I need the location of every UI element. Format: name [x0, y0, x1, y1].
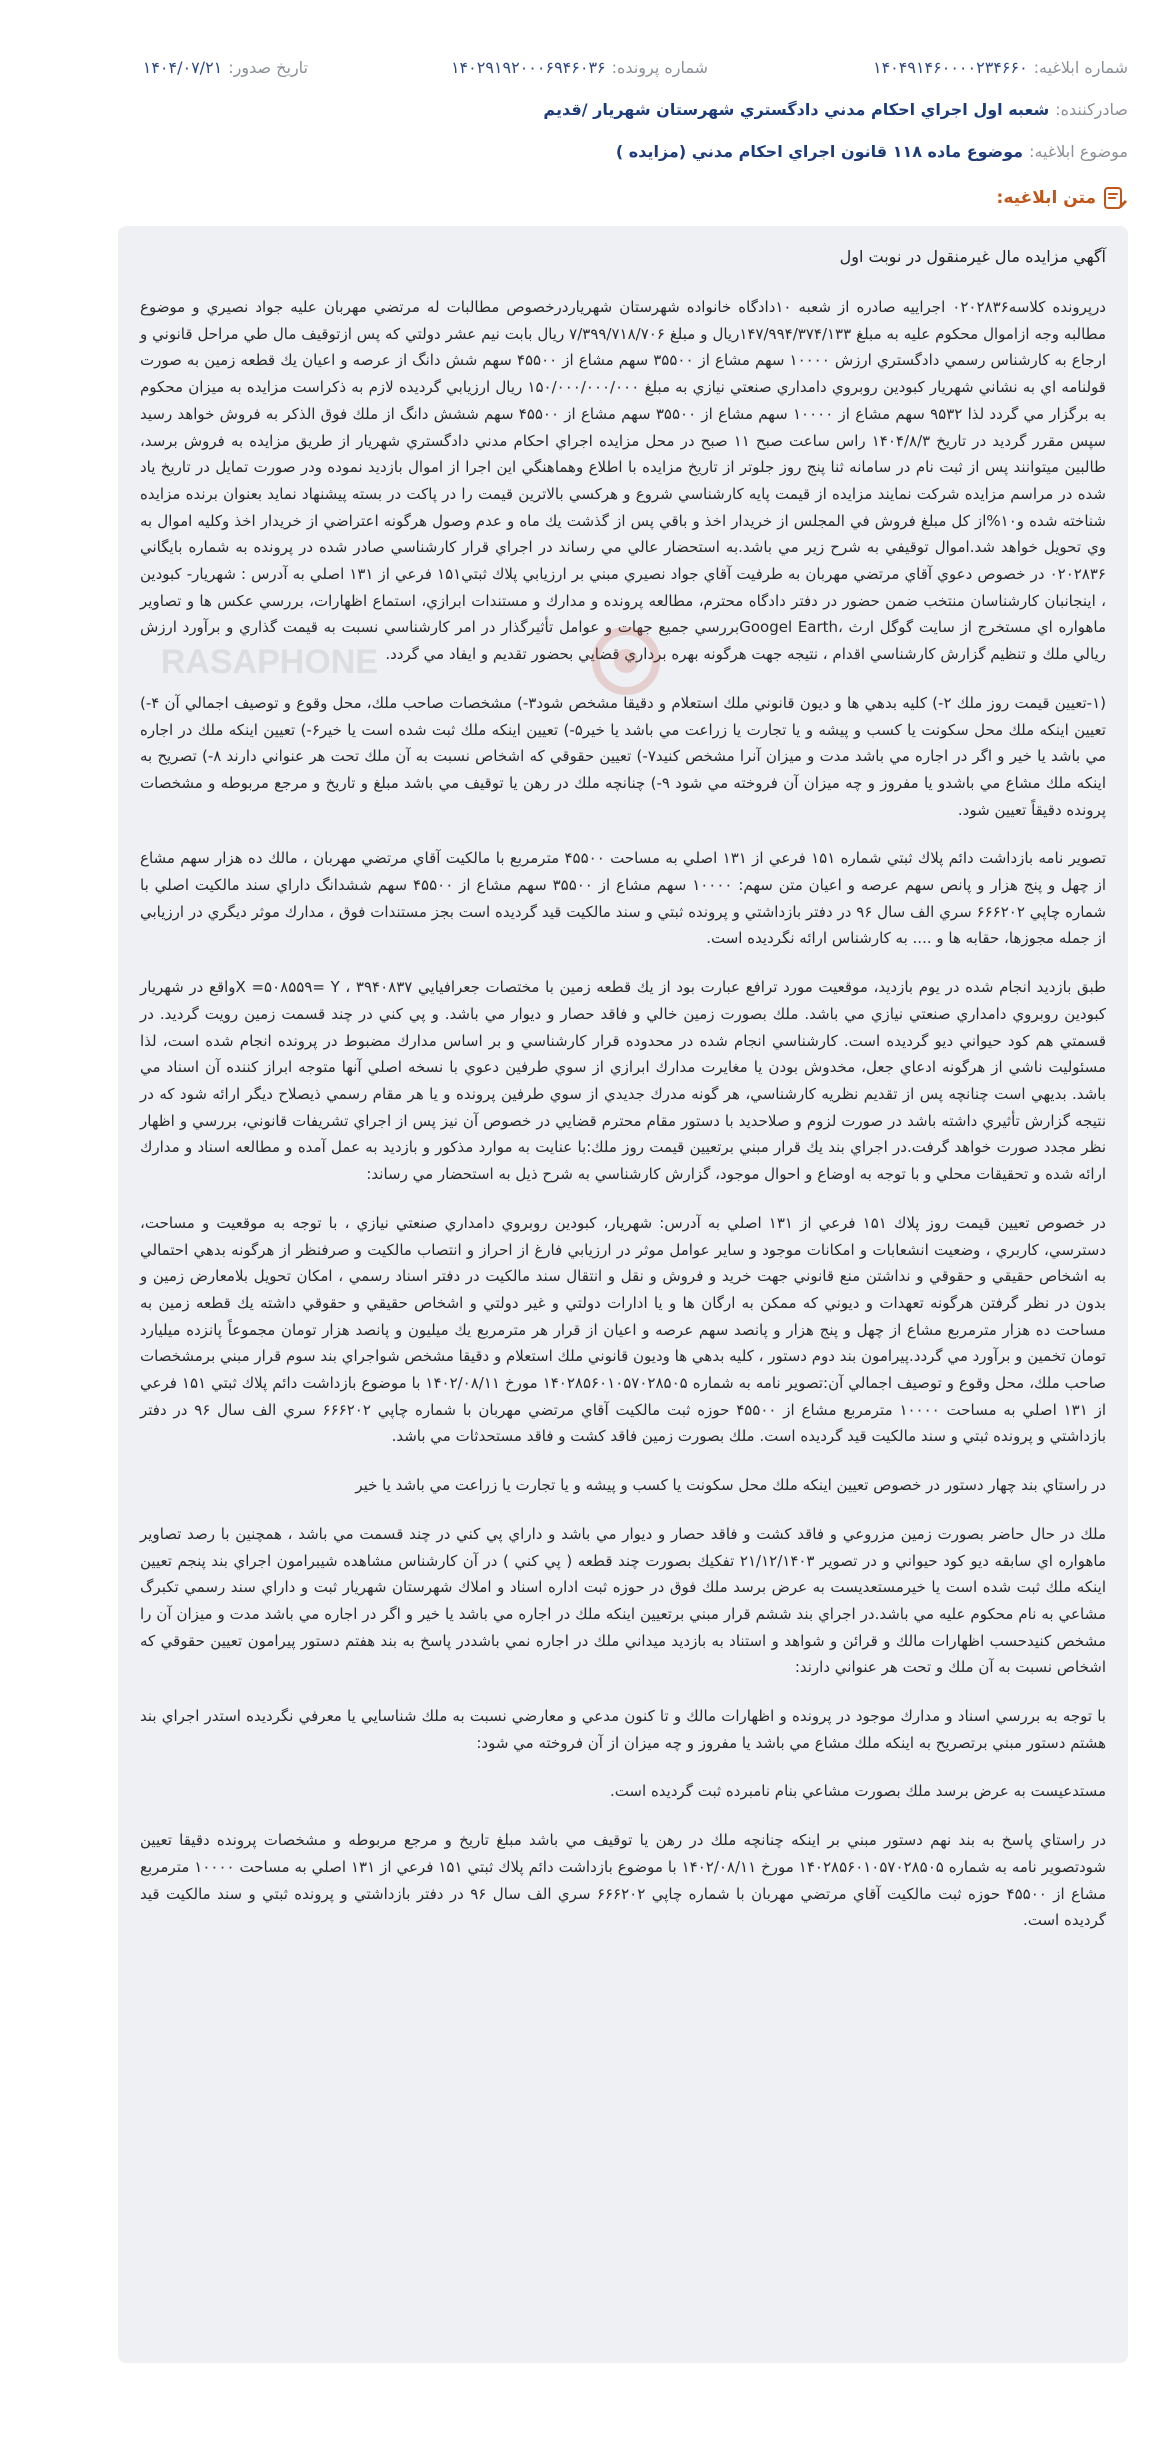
notice-number-value: ۱۴۰۴۹۱۴۶۰۰۰۰۲۳۴۶۶۰ [872, 58, 1028, 77]
notice-number-label: شماره ابلاغیه: [1033, 58, 1128, 77]
document-pen-icon [1102, 185, 1128, 211]
case-number-label: شماره پرونده: [611, 58, 708, 77]
case-number-value: ۱۴۰۲۹۱۹۲۰۰۰۶۹۴۶۰۳۶ [450, 58, 606, 77]
body-paragraph-10: در راستاي پاسخ به بند نهم دستور مبني بر اينكه چنانچه ملك در رهن يا توقيف مي باشد مبلغ تاريخ و مرجع مربوطه و مشخصات پرونده دقيقا تعيين شودتصوير نامه به شماره ۱۴۰۲۸۵۶۰۱۰۵۷۰۲۸۵۰۵ مورخ ۱۴۰۲/۰۸/۱۱ با موضوع بازداشت دائم پلاك ثبتي ۱۵۱ فرعي از ۱۳۱ اصلي به مساحت ۱۰۰۰۰ مترمربع مشاع از ۴۵۵۰۰ حوزه ثبت مالكيت آقاي مرتضي مهربان با شماره چاپي ۶۶۶۲۰۲ سري الف سال ۹۶ در دفتر بازداشتي و پرونده ثبتي و سند مالكيت قيد گرديده است. [140, 1831, 1107, 1930]
body-paragraph-7: ملك در حال حاضر بصورت زمين مزروعي و فاقد كشت و فاقد حصار و ديوار مي باشد و داراي پي كني در چند قسمت مي باشد ، همچنين با رصد تصاوير ماهواره اي سابقه ديو كود حيواني و در تصوير ۲۱/۱۲/۱۴۰۳ تفكيك بصورت چند قطعه ( پي كني ) در آن كارشناس مشاهده شيبرامون اجراي بند پنجم تعيين اينكه ملك ثبت شده است يا خيرمستعديست به عرض برسد ملك فوق در حوزه ثبت اداره اسناد و املاك شهرستان شهريار ثبت و داراي سند رسمي تكبرگ مشاعي به نام محكوم عليه مي باشد.در اجراي بند ششم قرار مبني برتعيين اينكه ملك در اجاره مي باشد يا خير و اگر در اجاره مي باشد مدت و ميزان آن را مشخص كنيدحسب اظهارات مالك و قرائن و شواهد و استناد به بازديد ميداني ملك در اجاره نمي باشددر پاسخ به بند هفتم دستور پيرامون تعيين حقوقي كه اشخاص نسبت به آن ملك و تحت هر عنواني دارند: [140, 1524, 1106, 1677]
subject-label: موضوع ابلاغیه: [1029, 142, 1128, 161]
body-paragraph-2: (۱-تعيين قيمت روز ملك ۲-) كليه بدهي ها و ديون قانوني ملك استعلام و دقيقا مشخص شود۳-) مشخصات صاحب ملك، محل وقوع و توصيف اجمالي آن ۴-) تعيين اينكه ملك محل سكونت يا كسب و پيشه و يا تجارت يا زراعت مي باشد يا خير۵-) تعيين اينكه ملك ثبت شده است يا خير۶-) تعيين اينكه ملك در اجاره مي باشد يا خير و اگر در اجاره مي باشد مدت و ميزان آنرا مشخص كنيد۷-) تعيين حقوقي كه اشخاص نسبت به آن ملك تحت هر عنواني دارند ۸-) تصريح به اينكه ملك مشاع مي باشدو يا مفروز و چه ميزان آن فروخته مي شود ۹-) چنانچه ملك در رهن يا توقيف مي باشد مبلغ و تاريخ و مرجع مربوطه و مشخصات پرونده دقيقاً تعيين شود. [140, 693, 1106, 819]
body-paragraph-1: درپرونده كلاسه۰۲۰۲۸۳۶ اجراييه صادره از شعبه ۱۰دادگاه خانواده شهرستان شهرياردرخصوص مطالبات له مرتضي مهربان عليه جواد نصيري و موضوع مطالبه وجه ازاموال محكوم عليه به مبلغ ۱۴۷/۹۹۴/۳۷۴/۱۳۳ريال و مبلغ ۷/۳۹۹/۷۱۸/۷۰۶ ريال بابت نيم عشر دولتي كه پس ازتوقيف مال طي مراحل قانوني و ارجاع به كارشناس رسمي دادگستري ارزش ۱۰۰۰۰ سهم مشاع از ۳۵۵۰۰ سهم مشاع از ۴۵۵۰۰ سهم شش دانگ از عرصه و اعيان يك قطعه زمين به صورت قولنامه اي به نشاني شهريار كبودين روبروي دامداري صنعتي نيازي به مبلغ ۱۵۰/۰۰۰/۰۰۰/۰۰۰ ريال ارزيابي گرديده لازم به ذكراست مزايده به ميزان محكوم به برگزار مي گردد لذا ۹۵۳۲ سهم مشاع از ۱۰۰۰۰ سهم مشاع از ۳۵۵۰۰ سهم مشاع از ۴۵۵۰۰ سهم ششش دانگ از ملك فوق الذكر به فروش خواهد رسيد سپس مقرر گرديد در تاريخ ۱۴۰۴/۸/۳ راس ساعت صبح ۱۱ صبح در محل مزايده اجراي احكام مدني دادگستري شهريار از طريق مزايده به فروش برسد، طالبين ميتوانند پس از ثبت نام در سامانه ثنا پنج روز جلوتر از تاريخ مزايده با اطلاع وهماهنگي اين اجرا از اموال بازديد نموده ودر صورت تمايل در تاريخ ياد شده در مراسم مزايده شركت نمايند مزايده از قيمت پايه كارشناسي شروع و هركسي بالاترين قيمت را در پاكت در بسته پيشنهاد نمايد بعنوان برنده مزايده شناخته شده و۱۰%از كل مبلغ فروش في المجلس از خريدار اخذ و باقي پس از گذشت يك ماه و عدم وصول هرگونه اعتراضي از خريدار اخذ وكليه اموال به وي تحويل خواهد شد.اموال توقيفي به شرح زير مي باشد.به استحضار عالي مي رساند در اجراي قرار كارشناسي صادر شده در پرونده به شماره بايگاني ۰۲۰۲۸۳۶ در خصوص دعوي آقاي مرتضي مهربان به طرفيت آقاي جواد نصيري مبني بر ارزيابي پلاك ثبتي۱۵۱ فرعي از ۱۳۱ اصلي به آدرس : شهريار- كبودين ، اينجانبان كارشناسان منتخب ضمن حضور در دفتر دادگاه محترم، مطالعه پرونده و مدارك و مستندات ابرازي، استماع اظهارات، بررسي عكس ها و تصاوير ماهواره اي مستخرج از سايت گوگل ارث ،Googel Earthبررسي جميع جهات و عوامل تأثيرگذار در امر كارشناسي نسبت به قيمت گذاري و برآورد ارزش ريالي ملك و تنظيم گزارش كارشناسي اقدام ، نتيجه جهت هرگونه بهره برداري قضايي بحضور تقديم و ايفاد مي گردد. [140, 298, 1107, 664]
header-row-subject [58, 140, 1128, 164]
issuer-label: صادرکننده: [1055, 100, 1128, 119]
issue-date [58, 56, 308, 80]
notice-number [708, 56, 1128, 80]
body-paragraph-6: در راستاي بند چهار دستور در خصوص تعيين اينكه ملك محل سكونت يا كسب و پيشه و يا تجارت يا زراعت مي باشد يا خير [355, 1476, 1106, 1495]
body-paragraph-5: در خصوص تعيين قيمت روز پلاك ۱۵۱ فرعي از ۱۳۱ اصلي به آدرس: شهريار، كبودين روبروي دامداري صنعتي نيازي ، با توجه به موقعيت و مساحت، دسترسي، كاربري ، وضعيت انشعابات و امكانات موجود و ساير عوامل موثر در ارزيابي فارغ از احراز و انتصاب مالكيت و صرفنظر از هرگونه بدهي احتمالي به اشخاص حقيقي و حقوقي و نداشتن منع قانوني جهت خريد و فروش و نقل و انتقال سند مالكيت در دفتر اسناد رسمي ، امكان تحويل بلامعارض زمين و بدون در نظر گرفتن هرگونه تعهدات و ديوني كه ممكن به ارگان ها و يا ادارات دولتي و غير دولتي و اشخاص حقيقي و حقوقي داشته يك قطعه زمين به مساحت ده هزار مترمربع مشاع از چهل و پنج هزار و پانصد سهم عرصه و اعيان از قرار هر مترمربع يك ميليون و پانصد هزار تومان مجموعاً پانزده ميليارد تومان تخمين و برآورد مي گردد.پيرامون بند دوم دستور ، كليه بدهي ها وديون قانوني ملك استعلام و دقيقا مشخص شواجراي بند سوم قرار مبني برمشخصات صاحب ملك، محل وقوع و توصيف اجمالي آن:تصوير نامه به شماره ۱۴۰۲۸۵۶۰۱۰۵۷۰۲۸۵۰۵ مورخ ۱۴۰۲/۰۸/۱۱ با موضوع بازداشت دائم پلاك ثبتي ۱۵۱ فرعي از ۱۳۱ اصلي به مساحت ۱۰۰۰۰ مترمربع مشاع از ۴۵۵۰۰ حوزه ثبت مالكيت آقاي مرتضي مهربان با شماره چاپي ۶۶۶۲۰۲ سري الف سال ۹۶ در دفتر بازداشتي و پرونده ثبتي و سند مالكيت قيد گرديده است. ملك بصورت زمين فاقد كشت و فاقد مستحدثات مي باشد. [140, 1213, 1107, 1446]
issue-date-label: تاریخ صدور: [228, 58, 308, 77]
body-paragraph-9: مستدعيست به عرض برسد ملك بصورت مشاعي بنام نامبرده ثبت گرديده است. [609, 1782, 1106, 1801]
section-title: متن ابلاغیه: [996, 188, 1096, 208]
header-row-numbers [58, 56, 1128, 80]
body-paragraph-3: تصوير نامه بازداشت دائم پلاك ثبتي شماره ۱۵۱ فرعي از ۱۳۱ اصلي به مساحت ۴۵۵۰۰ مترمربع با مالكيت آقاي مرتضي مهربان ، مالك ده هزار سهم مشاع از چهل و پنج هزار و پانص سهم عرصه و اعيان متن سهم: ۱۰۰۰۰ سهم مشاع از ۳۵۵۰۰ سهم مشاع از ۴۵۵۰۰ سهم ششدانگ داراي سند مالكيت اصلي با شماره چاپي ۶۶۶۲۰۲ سري الف سال ۹۶ در دفتر بازداشتي و پرونده ثبتي و سند مالكيت قيد گرديده است بجز مستندات فوق ، مدارك موثر ديگري در ارزيابي از جمله مجوزها، حقابه ها و .... به كارشناس ارائه نگرديده است. [140, 849, 1106, 948]
case-number [308, 56, 708, 80]
body-paragraph-4: طبق بازديد انجام شده در يوم بازديد، موقعيت مورد ترافع عبارت بود از يك قطعه زمين با مختصات جعرافيايي ۳۹۴۰۸۳۷ ، X =۵۰۸۵۵۹= Yواقع در شهريار كبودين روبروي دامداري صنعتي نيازي مي باشد. ملك بصورت زمين خالي و فاقد حصار و ديوار مي باشد. و پي كني در چند قسمت زمين رويت گرديد. در قسمتي هم كود حيواني ديو گرديده است. كارشناسي انجام شده در محدوده قرار كارشناسي و بر اساس مدارك مضبوط در پرونده انجام شده است، لذا مسئوليت ناشي از هرگونه ادعاي جعل، مخدوش بودن يا مغايرت مدارك ابرازي از سوي طرفين دعوي با نسخه اصلي آنها متوجه ابراز كننده آن اسناد مي باشد. بديهي است چنانچه پس از تقديم نظريه كارشناسي، هر گونه مدرك جديدي از سوي طرفين پرونده و يا هر مقام رسمي ذيصلاح ديگر ارائه شود كه در نتيجه گزارش تأثيري داشته باشد در صورت لزوم و صلاحديد با دستور مقام محترم قضايي در خصوص آن نيز پس از اجراي تشريفات قانوني، بررسي و اظهار نظر مجدد صورت خواهد گرفت.در اجراي بند يك قرار مبني برتعيين قيمت روز ملك:با عنايت به موارد مذكور و بازديد به عمل آمده و مطالعه اسناد و مدارك ارائه شده و تحقيقات محلي و با توجه به اوضاع و احوال موجود، گزارش كارشناسي به شرح ذيل به استحضار مي رساند: [140, 978, 1106, 1184]
issuer-value: شعبه اول اجراي احكام مدني دادگستري شهرستان شهريار /قديم [543, 100, 1050, 119]
section-header [58, 184, 1128, 212]
notice-body-box [118, 226, 1128, 2363]
watermark-text: RASAPHONE [160, 643, 378, 681]
notice-heading: آگهي مزايده مال غيرمنقول در نوبت اول [839, 247, 1106, 266]
subject-value: موضوع ماده ۱۱۸ قانون اجراي احكام مدني (مزايده ) [615, 142, 1024, 161]
body-paragraph-8: با توجه به بررسي اسناد و مدارك موجود در پرونده و اظهارات مالك و تا كنون مدعي و معارضي نسبت به ملك شناسايي يا معرفي نگرديده استدر اجراي بند هشتم دستور مبني برتصريح به اينكه ملك مشاع مي باشد يا مفروز و چه ميزان از آن فروخته مي شود: [140, 1707, 1106, 1752]
issue-date-value: ۱۴۰۴/۰۷/۲۱ [142, 58, 223, 77]
header-row-issuer [58, 98, 1128, 122]
